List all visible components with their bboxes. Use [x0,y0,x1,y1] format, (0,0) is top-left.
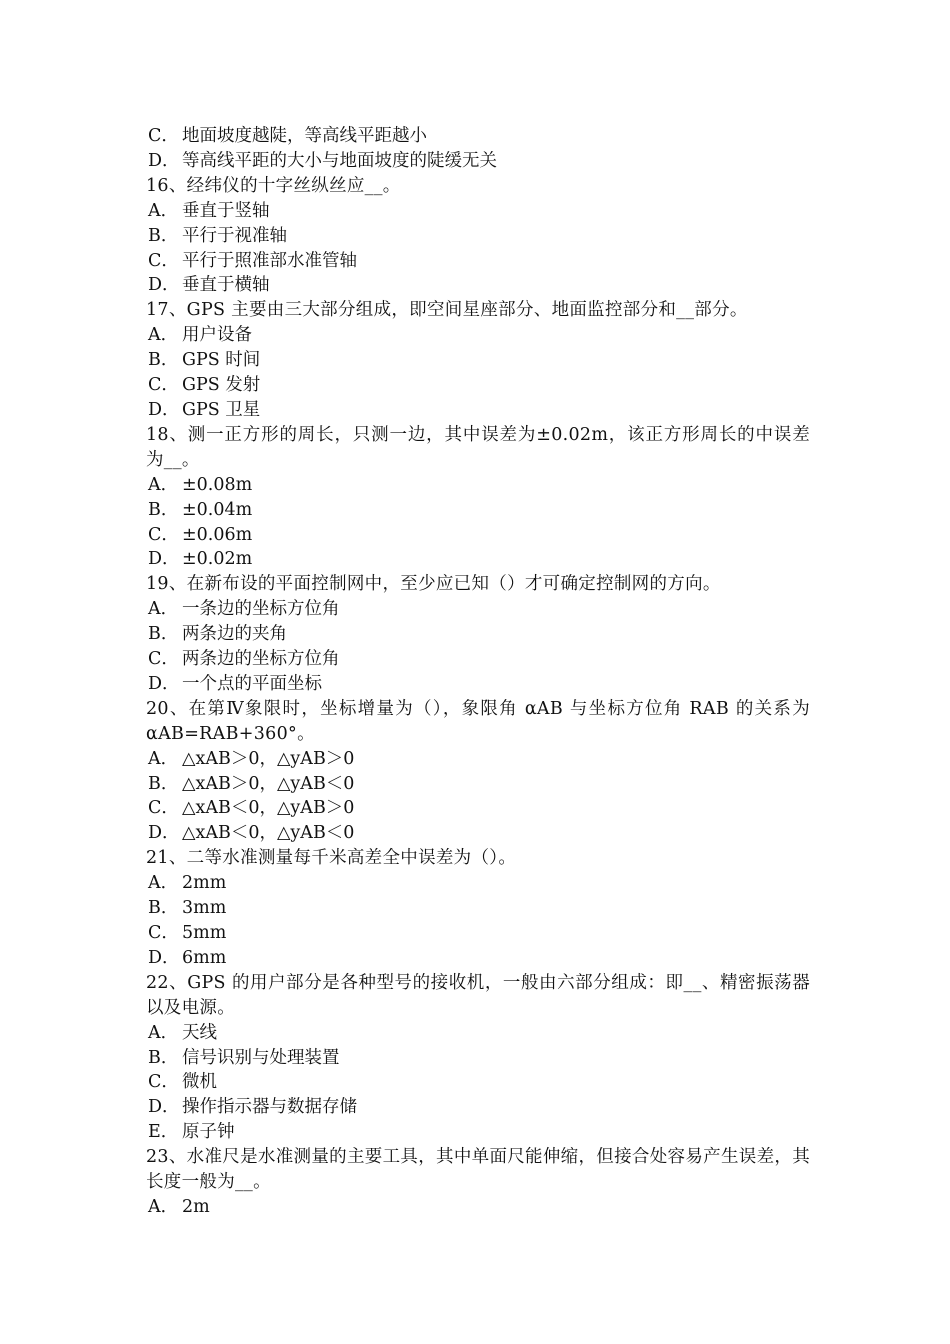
answer-option [146,622,810,647]
question-stem: 21、二等水准测量每千米高差全中误差为（）。 [146,848,517,869]
option-letter: E． [148,1122,179,1143]
option-letter: B． [148,225,179,246]
option-letter: D． [148,549,180,570]
option-text: 用户设备 [182,325,252,346]
answer-option [146,1021,810,1046]
answer-option [146,871,810,896]
option-text: 5mm [182,923,227,943]
answer-option [146,473,810,498]
answer-option [146,224,810,249]
option-letter: D． [148,673,180,694]
option-letter: A． [148,748,179,769]
option-text: 一条边的坐标方位角 [182,599,340,620]
answer-option [146,323,810,348]
option-text: ±0.04m [182,499,253,520]
exam-question-list [146,124,810,1220]
option-letter: D． [148,1097,180,1118]
option-letter: B． [148,499,179,520]
option-letter: D． [148,823,180,844]
answer-option [146,772,810,797]
option-text: △xAB＞0，△yAB＜0 [182,773,355,794]
answer-option [146,1095,810,1120]
option-text: 一个点的平面坐标 [182,673,322,694]
option-letter: D． [148,150,180,171]
question-stem: 20、在第Ⅳ象限时，坐标增量为（），象限角 αAB 与坐标方位角 RAB 的关系为 αAB=RAB+360°。 [146,698,810,744]
option-text: 两条边的坐标方位角 [182,649,340,670]
option-text: 垂直于竖轴 [182,200,270,221]
option-letter: C． [148,375,179,396]
question-stem: 23、水准尺是水准测量的主要工具，其中单面尺能伸缩，但接合处容易产生误差，其长度一般为__。 [146,1147,810,1193]
answer-option [146,946,810,971]
answer-option [146,523,810,548]
option-letter: C． [148,923,179,943]
option-letter: A． [148,873,179,894]
option-text: △xAB＜0，△yAB＜0 [182,823,355,844]
answer-option [146,647,810,672]
answer-option [146,149,810,174]
option-letter: B． [148,1047,179,1068]
answer-option [146,199,810,224]
option-letter: A． [148,1196,179,1217]
option-letter: C． [148,649,179,670]
answer-option [146,348,810,373]
option-text: ±0.02m [182,549,253,570]
option-text: 微机 [182,1072,217,1093]
answer-option [146,1195,810,1220]
option-text: 天线 [182,1022,217,1043]
answer-option [146,1120,810,1145]
option-letter: D． [148,947,180,968]
option-text: 垂直于横轴 [182,275,270,296]
option-letter: B． [148,624,179,645]
option-text: △xAB＞0，△yAB＞0 [182,748,355,769]
option-letter: B． [148,773,179,794]
option-text: GPS 卫星 [182,399,261,420]
answer-option [146,896,810,921]
answer-option [146,398,810,423]
option-text: 等高线平距的大小与地面坡度的陡缓无关 [182,150,497,171]
option-text: △xAB＜0，△yAB＞0 [182,798,355,819]
option-letter: C． [148,798,179,819]
option-text: 两条边的夹角 [182,624,287,645]
option-text: ±0.08m [182,474,253,495]
option-text: 地面坡度越陡，等高线平距越小 [182,126,427,146]
answer-option [146,498,810,523]
answer-option [146,796,810,821]
option-text: 2m [182,1196,210,1217]
option-text: GPS 发射 [182,375,261,396]
answer-option [146,124,810,149]
answer-option [146,672,810,697]
option-letter: C． [148,1072,179,1093]
question-stem: 17、GPS 主要由三大部分组成，即空间星座部分、地面监控部分和__部分。 [146,300,748,321]
question-stem: 18、测一正方形的周长，只测一边，其中误差为±0.02m，该正方形周长的中误差为__。 [146,424,810,470]
option-text: GPS 时间 [182,350,261,371]
answer-option [146,821,810,846]
option-letter: A． [148,1022,179,1043]
option-letter: D． [148,399,180,420]
option-text: 2mm [182,873,227,894]
option-letter: A． [148,200,179,221]
option-letter: C． [148,126,179,146]
answer-option [146,249,810,274]
answer-option [146,1046,810,1071]
question-stem: 19、在新布设的平面控制网中，至少应已知（）才可确定控制网的方向。 [146,574,721,595]
question-stem: 16、经纬仪的十字丝纵丝应__。 [146,175,401,196]
option-letter: D． [148,275,180,296]
question-stem: 22、GPS 的用户部分是各种型号的接收机，一般由六部分组成：即__、精密振荡器以及电源。 [146,972,810,1018]
option-text: 平行于照准部水准管轴 [182,250,357,271]
answer-option [146,547,810,572]
option-letter: A． [148,325,179,346]
option-text: 6mm [182,947,227,968]
option-text: 原子钟 [182,1122,235,1143]
option-letter: B． [148,898,179,919]
option-letter: B． [148,350,179,371]
option-letter: C． [148,524,179,545]
option-text: 信号识别与处理装置 [182,1047,340,1068]
answer-option [146,747,810,772]
answer-option [146,273,810,298]
option-text: 平行于视准轴 [182,225,287,246]
option-text: ±0.06m [182,524,253,545]
option-letter: C． [148,250,179,271]
answer-option [146,597,810,622]
answer-option [146,1070,810,1095]
option-text: 3mm [182,898,227,919]
option-letter: A． [148,599,179,620]
answer-option [146,373,810,398]
option-letter: A． [148,474,179,495]
answer-option [146,921,810,946]
option-text: 操作指示器与数据存储 [182,1097,357,1118]
